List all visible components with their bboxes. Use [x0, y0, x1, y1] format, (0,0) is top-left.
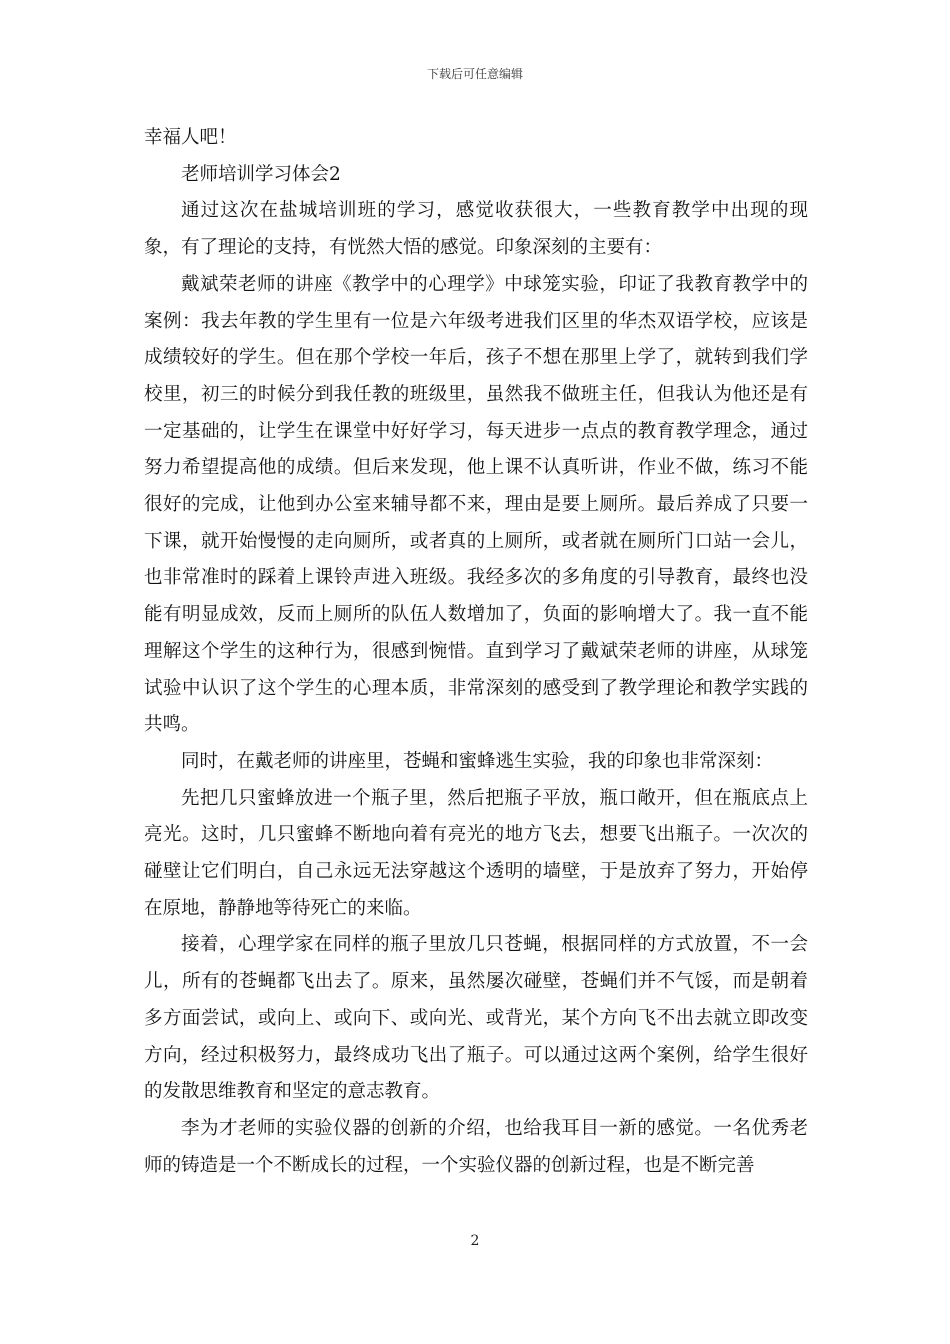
paragraph-intro: 通过这次在盐城培训班的学习，感觉收获很大，一些教育教学中出现的现象，有了理论的支持，有恍然大悟的感觉。印象深刻的主要有： — [144, 200, 808, 259]
page-number: 2 — [470, 1233, 480, 1249]
paragraph-fly-bee-intro: 同时，在戴老师的讲座里，苍蝇和蜜蜂逃生实验，我的印象也非常深刻： — [181, 750, 774, 772]
section-title: 老师培训学习体会2 — [181, 163, 341, 185]
document-body — [144, 120, 808, 1184]
paragraph-closing-line: 幸福人吧！ — [144, 127, 237, 148]
paragraph-bee-experiment: 先把几只蜜蜂放进一个瓶子里，然后把瓶子平放，瓶口敞开，但在瓶底点上亮光。这时，几只蜜蜂不断地向着有亮光的地方飞去，想要飞出瓶子。一次次的碰壁让它们明白，自己永远无法穿越这个透明的墙壁，于是放弃了努力，开始停在原地，静静地等待死亡的来临。 — [144, 787, 808, 919]
paragraph-ball-cage-experiment: 戴斌荣老师的讲座《教学中的心理学》中球笼实验，印证了我教育教学中的案例：我去年教的学生里有一位是六年级考进我们区里的华杰双语学校，应该是成绩较好的学生。但在那个学校一年后，孩子不想在那里上学了，就转到我们学校里，初三的时候分到我任教的班级里，虽然我不做班主任，但我认为他还是有一定基础的，让学生在课堂中好好学习，每天进步一点点的教育教学理念，通过努力希望提高他的成绩。但后来发现，他上课不认真听讲，作业不做，练习不能很好的完成，让他到办公室来辅导都不来，理由是要上厕所。最后养成了只要一下课，就开始慢慢的走向厕所，或者真的上厕所，或者就在厕所门口站一会儿，也非常准时的踩着上课铃声进入班级。我经多次的多角度的引导教育，最终也没能有明显成效，反而上厕所的队伍人数增加了，负面的影响增大了。我一直不能理解这个学生的这种行为，很感到惋惜。直到学习了戴斌荣老师的讲座，从球笼试验中认识了这个学生的心理本质，非常深刻的感受到了教学理论和教学实践的共鸣。 — [144, 273, 808, 736]
paragraph-fly-experiment: 接着，心理学家在同样的瓶子里放几只苍蝇，根据同样的方式放置，不一会儿，所有的苍蝇都飞出去了。原来，虽然屡次碰壁，苍蝇们并不气馁，而是朝着多方面尝试，或向上、或向下、或向光、或背光，某个方向飞不出去就立即改变方向，经过积极努力，最终成功飞出了瓶子。可以通过这两个案例，给学生很好的发散思维教育和坚定的意志教育。 — [144, 934, 808, 1103]
page-header: 下载后可任意编辑 — [426, 67, 523, 81]
paragraph-instrument-innovation: 李为才老师的实验仪器的创新的介绍，也给我耳目一新的感觉。一名优秀老师的铸造是一个不断成长的过程，一个实验仪器的创新过程，也是不断完善 — [144, 1117, 808, 1176]
